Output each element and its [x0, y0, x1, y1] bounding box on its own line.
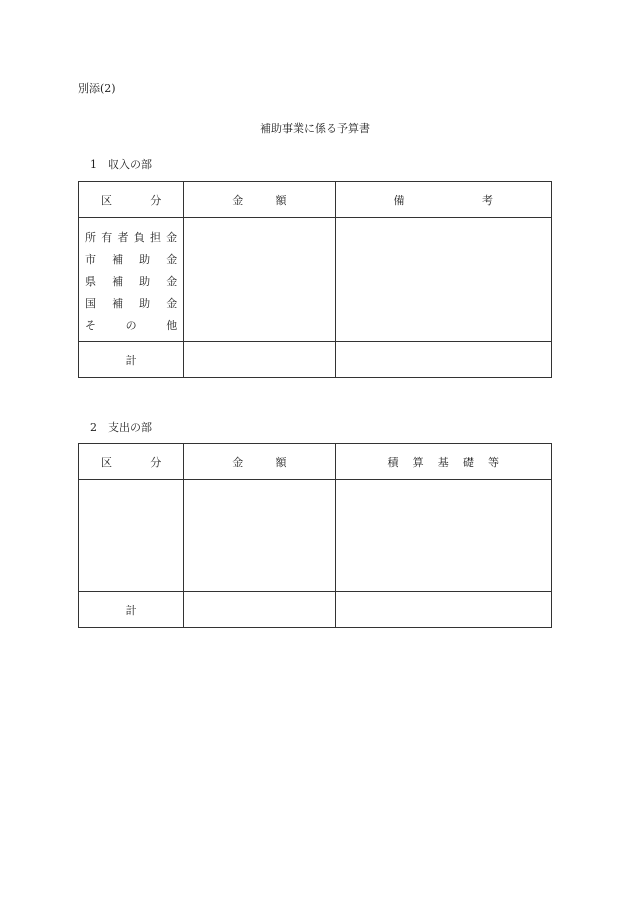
income-remarks-cell[interactable] — [335, 218, 551, 342]
expense-header-category: 区 分 — [79, 444, 184, 480]
expense-total-row — [79, 592, 552, 628]
expense-basis-cell[interactable] — [335, 480, 551, 592]
income-section-title: 1 収入の部 — [90, 158, 152, 171]
category-prefecture-subsidy: 県 補 助 金 — [85, 275, 178, 288]
income-header-row — [79, 182, 552, 218]
income-table — [78, 181, 552, 378]
expense-total-label: 計 — [79, 592, 184, 628]
expense-table — [78, 443, 552, 628]
income-header-category: 区 分 — [79, 182, 184, 218]
expense-header-row — [79, 444, 552, 480]
income-total-row — [79, 342, 552, 378]
expense-total-basis-cell[interactable] — [335, 592, 551, 628]
expense-total-amount-cell[interactable] — [184, 592, 335, 628]
category-city-subsidy: 市 補 助 金 — [85, 253, 178, 266]
category-owner-burden: 所 有 者 負 担 金 — [85, 231, 178, 244]
category-other: そ の 他 — [85, 319, 178, 332]
income-total-remarks-cell[interactable] — [335, 342, 551, 378]
expense-header-amount: 金 額 — [184, 444, 335, 480]
income-header-amount: 金 額 — [184, 182, 335, 218]
attachment-label: 別添(2) — [78, 82, 116, 95]
income-amount-cell[interactable] — [184, 218, 335, 342]
income-total-amount-cell[interactable] — [184, 342, 335, 378]
document-title: 補助事業に係る予算書 — [260, 122, 370, 135]
income-body-row — [79, 218, 552, 342]
expense-header-basis: 積 算 基 礎 等 — [335, 444, 551, 480]
expense-section-title: 2 支出の部 — [90, 421, 152, 434]
income-header-remarks: 備 考 — [335, 182, 551, 218]
income-category-list — [79, 218, 184, 342]
income-total-label: 計 — [79, 342, 184, 378]
category-national-subsidy: 国 補 助 金 — [85, 297, 178, 310]
expense-amount-cell[interactable] — [184, 480, 335, 592]
expense-body-row — [79, 480, 552, 592]
expense-category-cell[interactable] — [79, 480, 184, 592]
